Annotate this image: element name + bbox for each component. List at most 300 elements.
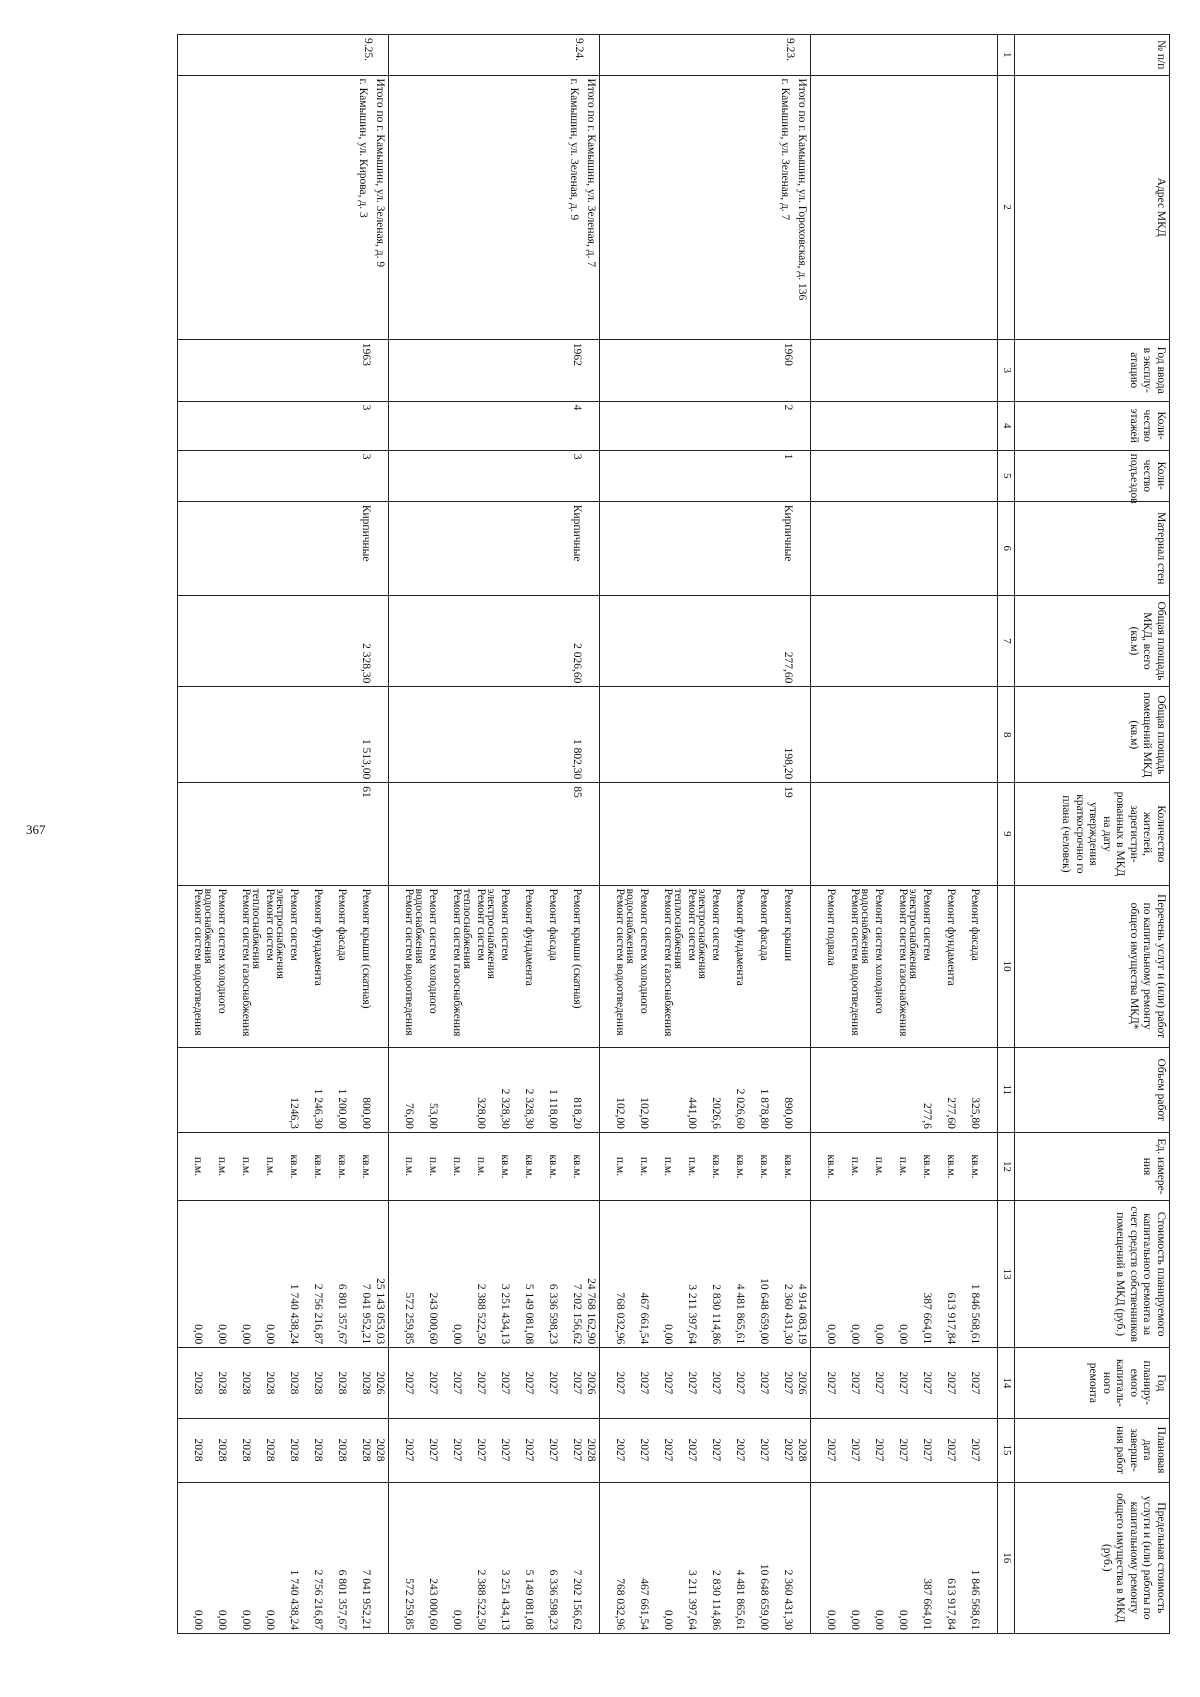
work-limit: 2 830 114,86 <box>710 1570 722 1630</box>
house-attr-year <box>389 339 600 401</box>
work-volume <box>837 1051 861 1129</box>
work-name: Ремонт систем электроснабжения <box>907 888 933 979</box>
work-unit: п.м. <box>686 1156 698 1177</box>
work-date: 2027 <box>427 1438 439 1462</box>
work-volume-total-blank <box>372 1051 386 1129</box>
work-year: 2027 <box>523 1371 535 1395</box>
work-limit: 0,00 <box>264 1609 276 1630</box>
column-number: 2 <box>998 75 1015 339</box>
work-date: 2027 <box>758 1438 770 1462</box>
work-cost-cell <box>178 1201 389 1348</box>
work-limit-total-blank <box>794 1486 808 1631</box>
column-number: 8 <box>998 687 1015 783</box>
work-year-total-blank <box>981 1351 995 1414</box>
work-unit-total-blank <box>583 1136 597 1197</box>
house-area_rooms: 1 802,30 <box>571 739 583 780</box>
work-cost-cell <box>389 1201 600 1348</box>
work-name: Ремонт систем теплоснабжения <box>250 888 276 970</box>
work-name: Ремонт фундамента <box>734 888 746 986</box>
work-name: Ремонт систем электроснабжения <box>485 888 511 979</box>
house-residents: 85 <box>571 786 583 798</box>
header-cell: № п/п <box>1015 35 1170 76</box>
work-unit: кв.м. <box>782 1154 794 1179</box>
work-limit: 7 202 156,62 <box>571 1569 583 1630</box>
header-cell: Перечень услуг и (или) работ по капитальному ремонту общего имущества МКД* <box>1015 885 1170 1047</box>
house-attr-entrances <box>811 450 998 501</box>
house-attr-area <box>600 595 811 687</box>
house-attr-entrances <box>389 450 600 501</box>
work-volume-cell <box>600 1047 811 1132</box>
work-volume-total-blank <box>794 1051 808 1129</box>
row-number: 9.24. <box>573 38 585 61</box>
work-year: 2027 <box>825 1371 837 1395</box>
work-name: Ремонт систем теплоснабжения <box>461 888 487 970</box>
work-name: Ремонт систем водоотведения <box>849 888 861 1036</box>
row-number-cell <box>389 35 600 76</box>
work-volume: 277,60 <box>945 1097 957 1129</box>
work-limit: 0,00 <box>451 1609 463 1630</box>
work-date: 2027 <box>662 1438 674 1462</box>
house-area_rooms <box>981 690 995 779</box>
work-year-cell <box>389 1348 600 1418</box>
work-year: 2028 <box>264 1371 276 1395</box>
work-volume: 325,80 <box>969 1097 981 1129</box>
work-cost: 0,00 <box>216 1324 228 1345</box>
work-limit: 3 211 397,64 <box>686 1570 698 1630</box>
total-label: Итого по г. Камышин, ул. Зеленая, д. 9 <box>374 78 386 268</box>
column-number-row <box>998 35 1015 1634</box>
work-cost: 7 202 156,62 <box>571 1283 583 1345</box>
house-attr-walls <box>389 501 600 595</box>
work-cost-cell <box>600 1201 811 1348</box>
work-unit: п.м. <box>192 1156 204 1177</box>
work-name: Ремонт систем газоснабжения <box>662 888 674 1037</box>
work-limit: 4 481 865,61 <box>734 1569 746 1630</box>
work-unit: кв.м. <box>288 1154 300 1179</box>
work-year: 2027 <box>945 1371 957 1395</box>
total-label: Итого по г. Камышин, ул. Гороховская, д. 136 <box>796 78 808 301</box>
header-cell: Адрес МКД <box>1015 75 1170 339</box>
work-cost-cell <box>811 1201 998 1348</box>
work-name: Ремонт систем водоотведения <box>192 888 204 1036</box>
work-cost: 572 259,85 <box>403 1292 415 1345</box>
work-date: 2027 <box>734 1438 746 1462</box>
work-date-cell <box>389 1418 600 1482</box>
column-number: 10 <box>998 885 1015 1047</box>
work-limit-total-blank <box>583 1486 597 1631</box>
work-date: 2027 <box>451 1438 463 1462</box>
work-date-cell <box>178 1418 389 1482</box>
work-year-cell <box>178 1348 389 1418</box>
work-date: 2027 <box>523 1438 535 1462</box>
column-number: 9 <box>998 783 1015 885</box>
table-row <box>389 35 600 1634</box>
house-walls: Кирпичные <box>360 504 372 562</box>
work-year: 2027 <box>547 1371 559 1395</box>
work-limit: 1 740 438,24 <box>288 1569 300 1630</box>
work-date: 2027 <box>921 1438 933 1462</box>
work-name: Ремонт систем холодного водоснабжения <box>413 888 439 1014</box>
work-cost: 5 149 081,08 <box>523 1283 535 1345</box>
work-volume <box>861 1051 885 1129</box>
work-name: Ремонт фасада <box>969 888 981 961</box>
work-unit-total-blank <box>372 1136 386 1197</box>
work-date: 2028 <box>288 1438 300 1462</box>
column-number: 3 <box>998 339 1015 401</box>
work-year: 2028 <box>288 1371 300 1395</box>
work-date-cell <box>600 1418 811 1482</box>
work-date: 2028 <box>192 1438 204 1462</box>
work-volume <box>885 1051 909 1129</box>
house-attr-area_rooms <box>600 687 811 783</box>
work-limit: 0,00 <box>873 1609 885 1630</box>
work-year: 2027 <box>734 1371 746 1395</box>
table-row <box>178 35 389 1634</box>
house-attr-area_rooms <box>811 687 998 783</box>
work-volume: 2 026,60 <box>734 1088 746 1129</box>
work-volume <box>439 1051 463 1129</box>
work-name: Ремонт крыши (скатная) <box>571 888 583 1009</box>
work-limit: 572 259,85 <box>403 1578 415 1630</box>
table-body <box>178 35 998 1634</box>
work-name: Ремонт фасада <box>547 888 559 961</box>
work-unit-total-blank <box>981 1136 995 1197</box>
column-number: 16 <box>998 1482 1015 1634</box>
work-cost: 1 740 438,24 <box>288 1283 300 1345</box>
house-attr-residents <box>178 783 389 885</box>
house-area: 2 026,60 <box>571 643 583 684</box>
work-volume: 102,00 <box>614 1097 626 1129</box>
work-limit: 0,00 <box>216 1609 228 1630</box>
work-volume: 800,00 <box>360 1097 372 1129</box>
work-date: 2028 <box>312 1438 324 1462</box>
address-cell <box>811 75 998 339</box>
house-residents: 61 <box>360 786 372 798</box>
work-year: 2027 <box>451 1371 463 1395</box>
work-year: 2028 <box>192 1371 204 1395</box>
work-cost: 467 661,54 <box>638 1292 650 1345</box>
column-number: 7 <box>998 595 1015 687</box>
work-unit: п.м. <box>475 1156 487 1177</box>
work-cost: 0,00 <box>264 1324 276 1345</box>
house-entrances <box>981 454 995 498</box>
work-limit: 0,00 <box>897 1609 909 1630</box>
column-number: 1 <box>998 35 1015 76</box>
work-date: 2027 <box>499 1438 511 1462</box>
address-cell <box>600 75 811 339</box>
work-name: Ремонт фасада <box>758 888 770 961</box>
work-limit: 3 251 434,13 <box>499 1569 511 1630</box>
work-volume: 2 328,30 <box>523 1088 535 1129</box>
work-unit: кв.м. <box>945 1154 957 1179</box>
work-volume: 76,00 <box>403 1103 415 1129</box>
work-date: 2027 <box>638 1438 650 1462</box>
column-number: 15 <box>998 1418 1015 1482</box>
header-cell: Год ввода в эксплу-атацию <box>1015 339 1170 401</box>
house-attr-year <box>178 339 389 401</box>
work-unit: кв.м. <box>734 1154 746 1179</box>
work-date: 2027 <box>475 1438 487 1462</box>
work-limit: 2 360 431,30 <box>782 1569 794 1630</box>
work-volume: 102,00 <box>638 1097 650 1129</box>
work-unit: п.м. <box>662 1156 674 1177</box>
work-cost: 10 648 659,00 <box>758 1278 770 1345</box>
address-cell <box>178 75 389 339</box>
work-limit-total-blank <box>372 1486 386 1631</box>
work-year: 2027 <box>571 1371 583 1395</box>
house-attr-walls <box>811 501 998 595</box>
work-limit: 0,00 <box>825 1609 837 1630</box>
work-limit: 10 648 659,00 <box>758 1563 770 1630</box>
work-year: 2028 <box>312 1371 324 1395</box>
work-name: Ремонт систем электроснабжения <box>696 888 722 979</box>
house-year <box>981 343 995 398</box>
work-limit: 387 664,01 <box>921 1578 933 1630</box>
work-volume: 277,6 <box>921 1103 933 1129</box>
house-attr-floors <box>178 401 389 450</box>
work-year: 2027 <box>897 1371 909 1395</box>
work-limit: 1 846 568,61 <box>969 1569 981 1630</box>
house-residents: 19 <box>782 786 794 798</box>
work-unit-total-blank <box>794 1136 808 1197</box>
house-attr-year <box>600 339 811 401</box>
header-cell: Коли-чество подъездов <box>1015 450 1170 501</box>
house-attr-area_rooms <box>178 687 389 783</box>
house-attr-area_rooms <box>389 687 600 783</box>
work-year: 2027 <box>758 1371 770 1395</box>
header-cell: Общая площадь помещений МКД (кв.м) <box>1015 687 1170 783</box>
page-number: 367 <box>26 822 46 837</box>
work-name: Ремонт фундамента <box>945 888 957 986</box>
work-unit: п.м. <box>614 1156 626 1177</box>
house-year: 1960 <box>782 342 794 366</box>
column-number: 6 <box>998 501 1015 595</box>
work-limit: 0,00 <box>240 1609 252 1630</box>
work-date: 2028 <box>216 1438 228 1462</box>
work-name: Ремонт систем водоотведения <box>614 888 626 1036</box>
work-volume: 818,20 <box>571 1097 583 1129</box>
column-number: 14 <box>998 1348 1015 1418</box>
work-volume-total-blank <box>583 1051 597 1129</box>
work-name: Ремонт крыши <box>782 888 794 962</box>
house-entrances: 1 <box>782 453 794 460</box>
house-attr-area <box>389 595 600 687</box>
row-number: 9.23. <box>784 38 796 61</box>
house-area: 277,60 <box>782 651 794 684</box>
column-number: 13 <box>998 1201 1015 1348</box>
work-cost: 613 917,84 <box>945 1292 957 1345</box>
work-unit: кв.м. <box>571 1154 583 1179</box>
work-unit: кв.м. <box>969 1154 981 1179</box>
work-cost: 387 664,01 <box>921 1292 933 1345</box>
row-number-cell <box>811 35 998 76</box>
work-unit: п.м. <box>873 1156 885 1177</box>
work-date: 2027 <box>403 1438 415 1462</box>
work-year-cell <box>600 1348 811 1418</box>
work-name: Ремонт систем холодного водоснабжения <box>624 888 650 1014</box>
work-unit: п.м. <box>264 1156 276 1177</box>
work-volume <box>228 1051 252 1129</box>
work-unit-cell <box>389 1132 600 1200</box>
work-name-total-blank <box>372 889 386 1044</box>
work-cost: 1 846 568,61 <box>969 1283 981 1345</box>
work-name-cell <box>811 885 998 1047</box>
work-date: 2027 <box>547 1438 559 1462</box>
header-row <box>1015 35 1170 1634</box>
work-volume <box>180 1051 204 1129</box>
work-year: 2027 <box>921 1371 933 1395</box>
house-attr-entrances <box>178 450 389 501</box>
work-cost: 3 251 434,13 <box>499 1283 511 1345</box>
work-cost: 0,00 <box>897 1324 909 1345</box>
work-name-cell <box>389 885 600 1047</box>
row-number: 9.25. <box>362 38 374 61</box>
work-limit: 5 149 081,08 <box>523 1569 535 1630</box>
address-cell <box>389 75 600 339</box>
work-name-total-blank <box>981 889 995 1044</box>
work-limit: 2 388 522,50 <box>475 1569 487 1630</box>
work-limit: 467 661,54 <box>638 1578 650 1630</box>
work-date: 2027 <box>782 1438 794 1462</box>
house-walls: Кирпичные <box>782 504 794 562</box>
work-name-total-blank <box>794 889 808 1044</box>
work-limit-total-blank <box>981 1486 995 1631</box>
header-cell: Материал стен <box>1015 501 1170 595</box>
column-number: 11 <box>998 1047 1015 1132</box>
work-year: 2027 <box>427 1371 439 1395</box>
work-year: 2027 <box>475 1371 487 1395</box>
work-year: 2027 <box>710 1371 722 1395</box>
work-unit: кв.м. <box>758 1154 770 1179</box>
work-unit: кв.м. <box>360 1154 372 1179</box>
house-entrances: 3 <box>360 453 372 460</box>
work-limit-cell <box>600 1482 811 1634</box>
work-year: 2027 <box>499 1371 511 1395</box>
house-attr-residents <box>600 783 811 885</box>
work-limit: 613 917,84 <box>945 1578 957 1630</box>
address: г. Камышин, ул. Зеленая, д. 9 <box>568 78 581 221</box>
house-attr-floors <box>811 401 998 450</box>
work-volume-total-blank <box>981 1051 995 1129</box>
work-name: Ремонт систем холодного водоснабжения <box>859 888 885 1014</box>
house-attr-area <box>811 595 998 687</box>
row-number-cell <box>178 35 389 76</box>
work-year: 2027 <box>849 1371 861 1395</box>
work-cost: 243 000,60 <box>427 1292 439 1345</box>
work-limit: 0,00 <box>192 1609 204 1630</box>
work-date-total-blank <box>981 1422 995 1479</box>
work-cost: 4 481 865,61 <box>734 1283 746 1345</box>
column-number: 12 <box>998 1132 1015 1200</box>
work-date-total: 2028 <box>585 1438 597 1462</box>
work-unit: кв.м. <box>523 1154 535 1179</box>
work-limit: 243 000,60 <box>427 1578 439 1630</box>
house-attr-area <box>178 595 389 687</box>
work-cost: 7 041 952,21 <box>360 1283 372 1345</box>
work-year: 2027 <box>782 1371 794 1395</box>
work-year: 2027 <box>614 1371 626 1395</box>
work-date: 2027 <box>825 1438 837 1462</box>
work-name: Ремонт систем газоснабжения <box>451 888 463 1037</box>
work-cost: 0,00 <box>873 1324 885 1345</box>
house-attr-residents <box>811 783 998 885</box>
work-cost: 0,00 <box>192 1324 204 1345</box>
header-cell: Год планиру-емого капиталь-ного ремонта <box>1015 1348 1170 1418</box>
work-limit: 6 336 598,23 <box>547 1569 559 1630</box>
work-limit-cell <box>811 1482 998 1634</box>
work-unit: кв.м. <box>710 1154 722 1179</box>
work-year: 2027 <box>638 1371 650 1395</box>
work-limit-cell <box>389 1482 600 1634</box>
work-date-total: 2028 <box>796 1438 808 1462</box>
header-cell: Объем работ <box>1015 1047 1170 1132</box>
work-year: 2028 <box>360 1371 372 1395</box>
header-cell: Количество жителей, зарегистри-рованных в МКД на дату утверждения краткосрочно го плана (человек) <box>1015 783 1170 885</box>
work-date: 2027 <box>945 1438 957 1462</box>
house-walls <box>981 505 995 592</box>
work-volume: 1 200,00 <box>336 1088 348 1129</box>
rotated-sheet <box>50 34 1170 1634</box>
work-cost-total: 24 768 162,90 <box>585 1278 597 1345</box>
work-year: 2027 <box>969 1371 981 1395</box>
work-date: 2028 <box>360 1438 372 1462</box>
header-cell: Ед. измере-ния <box>1015 1132 1170 1200</box>
header-cell: Предельная стоимость услуги и (или) работы по капитальному ремонту общего имущества в МКД (руб.) <box>1015 1482 1170 1634</box>
work-name: Ремонт фундамента <box>523 888 535 986</box>
house-floors: 2 <box>782 404 794 411</box>
work-unit: кв.м. <box>499 1154 511 1179</box>
house-floors: 3 <box>360 404 372 411</box>
total-label: Итого по г. Камышин, ул. Зеленая, д. 7 <box>585 78 597 268</box>
work-date: 2027 <box>571 1438 583 1462</box>
work-volume: 2 328,30 <box>499 1088 511 1129</box>
work-date: 2027 <box>710 1438 722 1462</box>
work-name-total-blank <box>583 889 597 1044</box>
work-limit: 768 032,96 <box>614 1578 626 1630</box>
work-volume: 2026,6 <box>710 1097 722 1129</box>
work-year-total: 2026 <box>374 1371 386 1395</box>
work-name: Ремонт систем водоотведения <box>403 888 415 1036</box>
work-unit-cell <box>178 1132 389 1200</box>
house-floors <box>981 405 995 447</box>
work-volume: 1 878,80 <box>758 1088 770 1129</box>
work-unit-cell <box>811 1132 998 1200</box>
work-limit: 0,00 <box>849 1609 861 1630</box>
work-cost: 6 336 598,23 <box>547 1283 559 1345</box>
work-limit: 2 756 216,87 <box>312 1569 324 1630</box>
house-area_rooms: 198,20 <box>782 747 794 780</box>
work-date-total: 2028 <box>374 1438 386 1462</box>
house-attr-walls <box>600 501 811 595</box>
house-attr-year <box>811 339 998 401</box>
work-date: 2028 <box>240 1438 252 1462</box>
work-name: Ремонт систем электроснабжения <box>274 888 300 979</box>
work-volume: 441,00 <box>686 1097 698 1129</box>
work-cost: 6 801 357,67 <box>336 1283 348 1345</box>
work-date: 2028 <box>336 1438 348 1462</box>
house-floors: 4 <box>571 404 583 411</box>
work-cost: 2 388 522,50 <box>475 1283 487 1345</box>
work-cost-total: 25 143 053,03 <box>374 1278 386 1345</box>
house-attr-entrances <box>600 450 811 501</box>
work-limit: 0,00 <box>662 1609 674 1630</box>
address: г. Камышин, ул. Зеленая, д. 7 <box>779 78 792 221</box>
work-date: 2027 <box>897 1438 909 1462</box>
work-volume: 890,00 <box>782 1097 794 1129</box>
work-cost: 0,00 <box>825 1324 837 1345</box>
work-date: 2027 <box>969 1438 981 1462</box>
header-cell: Стоимость планируемого капитального ремонта за счет средств собственников помещений в МКД (руб.) <box>1015 1201 1170 1348</box>
